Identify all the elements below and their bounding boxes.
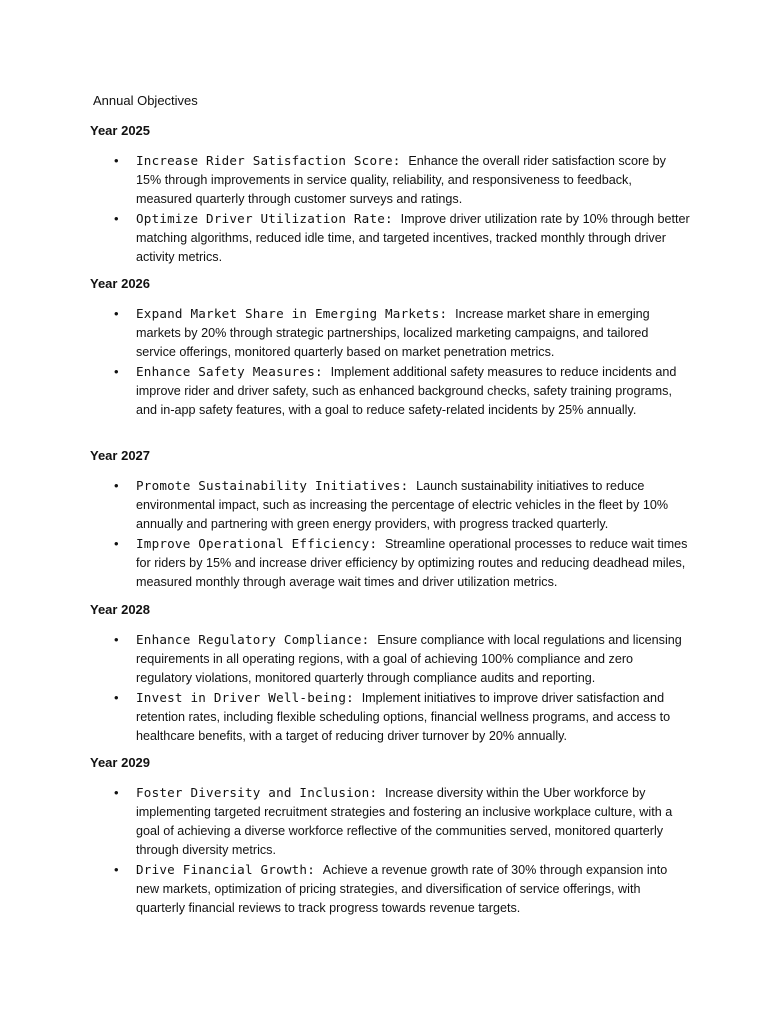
objective-label: Foster Diversity and Inclusion: xyxy=(136,785,386,800)
objective-description: Increase diversity within the Uber workforce by implementing targeted recruitment strategies and fostering an inclusive workplace culture, with a goal of achieving a diverse workforce reflective of the communities served, monitored quarterly through diversity metrics. xyxy=(136,786,673,857)
objective-item xyxy=(90,860,690,918)
objective-description: Achieve a revenue growth rate of 30% through expansion into new markets, optimization of pricing strategies, and diversification of service offerings, with quarterly financial reviews to track progress towards revenue targets. xyxy=(136,863,668,915)
objective-item xyxy=(90,688,690,746)
objective-item xyxy=(90,151,690,209)
bullet-icon: • xyxy=(114,364,119,379)
objective-item xyxy=(90,362,690,420)
bullet-icon: • xyxy=(114,478,119,493)
bullet-icon: • xyxy=(114,862,119,877)
objective-item xyxy=(90,630,690,688)
objective-description: Increase market share in emerging markets by 20% through strategic partnerships, localized marketing campaigns, and tailored service offerings, monitored quarterly based on market penetration metrics. xyxy=(136,307,650,359)
bullet-icon: • xyxy=(114,785,119,800)
bullet-icon: • xyxy=(114,536,119,551)
objective-item xyxy=(90,209,690,267)
objective-list xyxy=(90,630,690,746)
year-heading: Year 2027 xyxy=(90,448,151,463)
objective-list xyxy=(90,151,690,267)
objective-item xyxy=(90,783,690,860)
objective-list xyxy=(90,783,690,918)
bullet-icon: • xyxy=(114,211,119,226)
objective-label: Invest in Driver Well-being: xyxy=(136,690,362,705)
objective-label: Drive Financial Growth: xyxy=(136,862,323,877)
year-section-2026 xyxy=(90,275,690,420)
year-heading: Year 2028 xyxy=(90,602,151,617)
year-heading: Year 2029 xyxy=(90,755,151,770)
objective-description: Enhance the overall rider satisfaction score by 15% through improvements in service quality, reliability, and responsiveness to feedback, measured quarterly through customer surveys and ratings. xyxy=(136,154,666,206)
objective-list xyxy=(90,476,690,592)
objective-label: Enhance Safety Measures: xyxy=(136,364,331,379)
objective-label: Promote Sustainability Initiatives: xyxy=(136,478,417,493)
bullet-icon: • xyxy=(114,153,119,168)
objective-list xyxy=(90,304,690,420)
objective-label: Optimize Driver Utilization Rate: xyxy=(136,211,401,226)
objective-label: Enhance Regulatory Compliance: xyxy=(136,632,378,647)
bullet-icon: • xyxy=(114,306,119,321)
objective-description: Streamline operational processes to reduce wait times for riders by 15% and increase driver efficiency by optimizing routes and reducing deadhead miles, measured monthly through average wait times and driver utilization metrics. xyxy=(136,537,688,589)
objective-item xyxy=(90,476,690,534)
year-section-2027 xyxy=(90,447,690,592)
year-section-2029 xyxy=(90,754,690,918)
year-section-2028 xyxy=(90,601,690,746)
objective-label: Expand Market Share in Emerging Markets: xyxy=(136,306,456,321)
objective-item xyxy=(90,304,690,362)
objective-description: Ensure compliance with local regulations and licensing requirements in all operating regions, with a goal of achieving 100% compliance and zero regulatory violations, monitored quarterly through compliance audits and reporting. xyxy=(136,633,682,685)
objective-description: Improve driver utilization rate by 10% through better matching algorithms, reduced idle time, and targeted incentives, tracked monthly through driver activity metrics. xyxy=(136,212,690,264)
year-section-2025 xyxy=(90,122,690,267)
objective-label: Increase Rider Satisfaction Score: xyxy=(136,153,409,168)
objective-description: Launch sustainability initiatives to reduce environmental impact, such as increasing the percentage of electric vehicles in the fleet by 10% annually and partnering with green energy providers, with progress tracked quarterly. xyxy=(136,479,669,531)
objective-description: Implement additional safety measures to reduce incidents and improve rider and driver safety, such as enhanced background checks, safety training programs, and in-app safety features, with a goal to reduce safety-related incidents by 25% annually. xyxy=(136,365,677,417)
objective-label: Improve Operational Efficiency: xyxy=(136,536,386,551)
document-title: Annual Objectives xyxy=(93,93,198,108)
year-heading: Year 2025 xyxy=(90,123,151,138)
bullet-icon: • xyxy=(114,632,119,647)
objective-item xyxy=(90,534,690,592)
year-heading: Year 2026 xyxy=(90,276,151,291)
objective-description: Implement initiatives to improve driver satisfaction and retention rates, including flexible scheduling options, financial wellness programs, and access to healthcare benefits, with a target of reducing driver turnover by 20% annually. xyxy=(136,691,671,743)
bullet-icon: • xyxy=(114,690,119,705)
